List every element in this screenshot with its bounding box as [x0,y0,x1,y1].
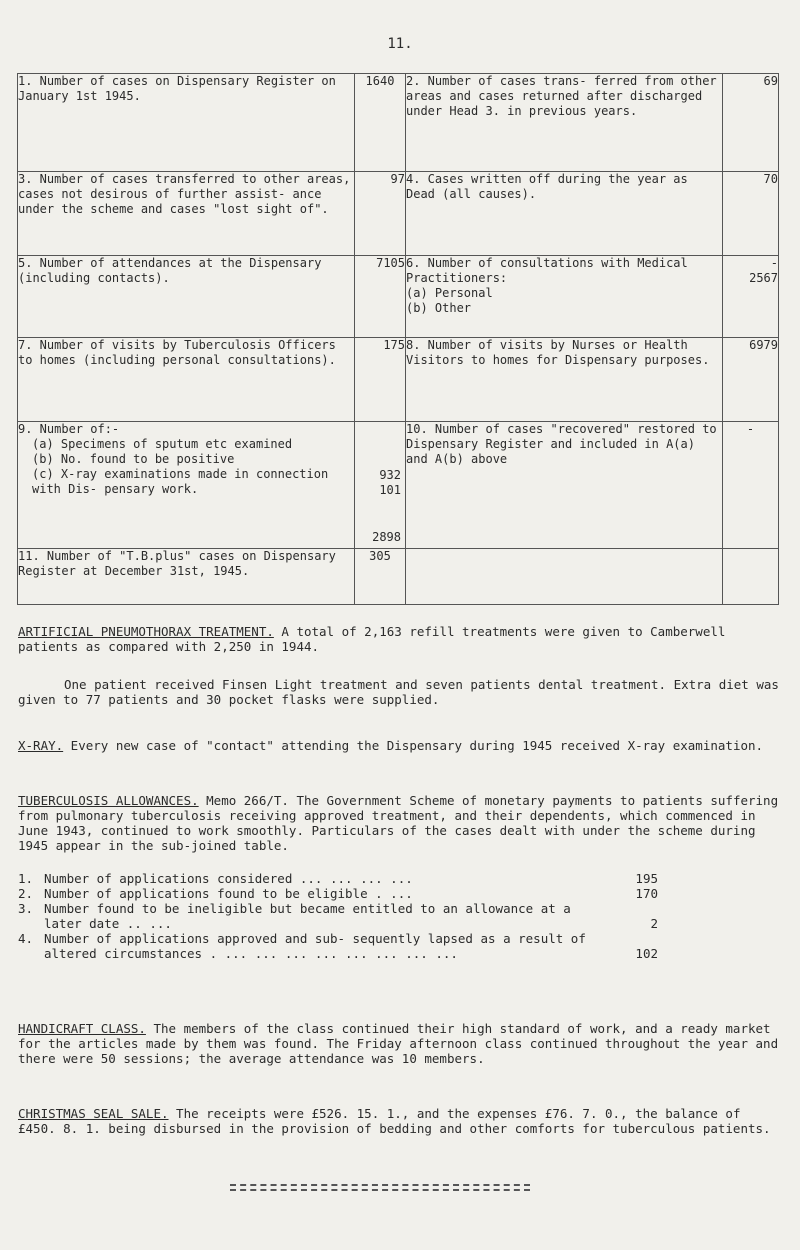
pneumothorax-paragraph [18,624,784,654]
allowance-table [18,871,658,961]
christmas-paragraph [18,1106,784,1136]
table-cell-label: 3. Number of cases transferred to other areas, cases not desirous of further assist- ance under the scheme and cases "lost sight of". [18,172,355,256]
xray-exams-label: (c) X-ray examinations made in connection with Dis- pensary work. [32,467,329,496]
allowances-heading: TUBERCULOSIS ALLOWANCES. [18,793,199,808]
table-cell-label: 7. Number of visits by Tuberculosis Officers to homes (including personal consultations). [18,338,355,422]
closing-rule [230,1184,530,1186]
xray-paragraph [18,738,784,753]
table-row [18,549,779,605]
allowance-row-value: 2 [650,916,658,931]
table-cell-value [355,422,406,549]
table-row [18,338,779,422]
table-cell-empty [723,549,779,605]
closing-rule [230,1189,530,1191]
allowance-row-number: 4. [18,931,34,946]
handicraft-text: The members of the class continued their high standard of work, and a ready market for the articles made by them was found. The Friday afternoon class continued throughout the year and there were 50 sessions; the average attendance was 10 members. [18,1021,779,1066]
consultations-value-a: - [770,256,778,270]
table-row [18,74,779,172]
xray-exams-value: 2898 [372,530,401,544]
xray-text: Every new case of "contact" attending the Dispensary during 1945 received X-ray examination. [63,738,764,753]
consultations-value-b: 2567 [749,271,778,285]
allowance-row-label: Number of applications approved and sub- sequently lapsed as a result of altered circumstances . ... ... ... ... ... ... ... ... [44,931,586,961]
consultations-sub-b: (b) Other [406,301,472,315]
table-cell-label: 8. Number of visits by Nurses or Health Visitors to homes for Dispensary purposes. [406,338,723,422]
table-row [18,256,779,338]
table-cell-value: 69 [723,74,779,172]
allowance-row [18,871,658,886]
table-cell-label: 10. Number of cases "recovered" restored to Dispensary Register and included in A(a) and A(b) above [406,422,723,549]
consultations-heading: 6. Number of consultations with Medical Practitioners: [406,256,688,285]
table-cell-value: 305 [355,549,406,605]
table-cell-label: 1. Number of cases on Dispensary Register on January 1st 1945. [18,74,355,172]
allowance-row-number: 3. [18,901,34,916]
allowance-row-value: 195 [635,871,658,886]
allowances-paragraph [18,793,784,853]
table-cell-value: 6979 [723,338,779,422]
allowance-row-label: Number of applications found to be eligible . ... [44,886,413,901]
christmas-heading: CHRISTMAS SEAL SALE. [18,1106,169,1121]
table-cell-label: 5. Number of attendances at the Dispensary (including contacts). [18,256,355,338]
table-cell-value: 7105 [355,256,406,338]
table-cell-value: 175 [355,338,406,422]
table-cell-value: 1640 [355,74,406,172]
table-cell-label: 4. Cases written off during the year as Dead (all causes). [406,172,723,256]
allowance-row-value: 170 [635,886,658,901]
table-row [18,422,779,549]
table-cell-value: 97 [355,172,406,256]
allowance-row-label: Number found to be ineligible but became entitled to an allowance at a later date .. ... [44,901,571,931]
positive-value: 101 [379,483,401,497]
allowance-row [18,901,658,931]
sputum-label: (a) Specimens of sputum etc examined [32,437,293,451]
dispensary-register-table [17,73,779,605]
christmas-text: The receipts were £526. 15. 1., and the expenses £76. 7. 0., the balance of £450. 8. 1. being disbursed in the provision of bedding and other comforts for tuberculous patients. [18,1106,771,1136]
allowance-row-label: Number of applications considered ... ... ... ... [44,871,413,886]
table-cell-empty [406,549,723,605]
table-cell-value: - [723,422,779,549]
table-cell-value: 70 [723,172,779,256]
page-number: 11. [387,36,413,52]
finsen-paragraph: One patient received Finsen Light treatment and seven patients dental treatment. Extra diet was given to 77 patients and 30 pocket flasks were supplied. [18,677,779,707]
table-cell-label [18,422,355,549]
table-cell-label: 11. Number of "T.B.plus" cases on Dispensary Register at December 31st, 1945. [18,549,355,605]
table-cell-label [406,256,723,338]
handicraft-paragraph [18,1021,784,1066]
number-of-heading: 9. Number of:- [18,422,120,436]
pneumothorax-text: A total of 2,163 refill treatments were given to Camberwell patients as compared with 2,250 in 1944. [18,624,726,654]
handicraft-heading: HANDICRAFT CLASS. [18,1021,146,1036]
table-cell-value [723,256,779,338]
sputum-value: 932 [379,468,401,482]
allowance-row [18,886,658,901]
allowance-row [18,931,658,961]
allowance-row-value: 102 [635,946,658,961]
consultations-sub-a: (a) Personal [406,286,493,300]
pneumothorax-heading: ARTIFICIAL PNEUMOTHORAX TREATMENT. [18,624,274,639]
table-cell-label: 2. Number of cases trans- ferred from other areas and cases returned after discharged under Head 3. in previous years. [406,74,723,172]
table-row [18,172,779,256]
allowance-row-number: 2. [18,886,34,901]
xray-heading: X-RAY. [18,738,64,753]
allowances-text: Memo 266/T. The Government Scheme of monetary payments to patients suffering from pulmonary tuberculosis receiving approved treatment, and their dependents, which commenced in June 1943, continued to work smoothly. Particulars of the cases dealt with under the scheme during 1945 appear in the sub-joined table. [18,793,779,853]
positive-label: (b) No. found to be positive [32,452,235,466]
allowance-row-number: 1. [18,871,34,886]
